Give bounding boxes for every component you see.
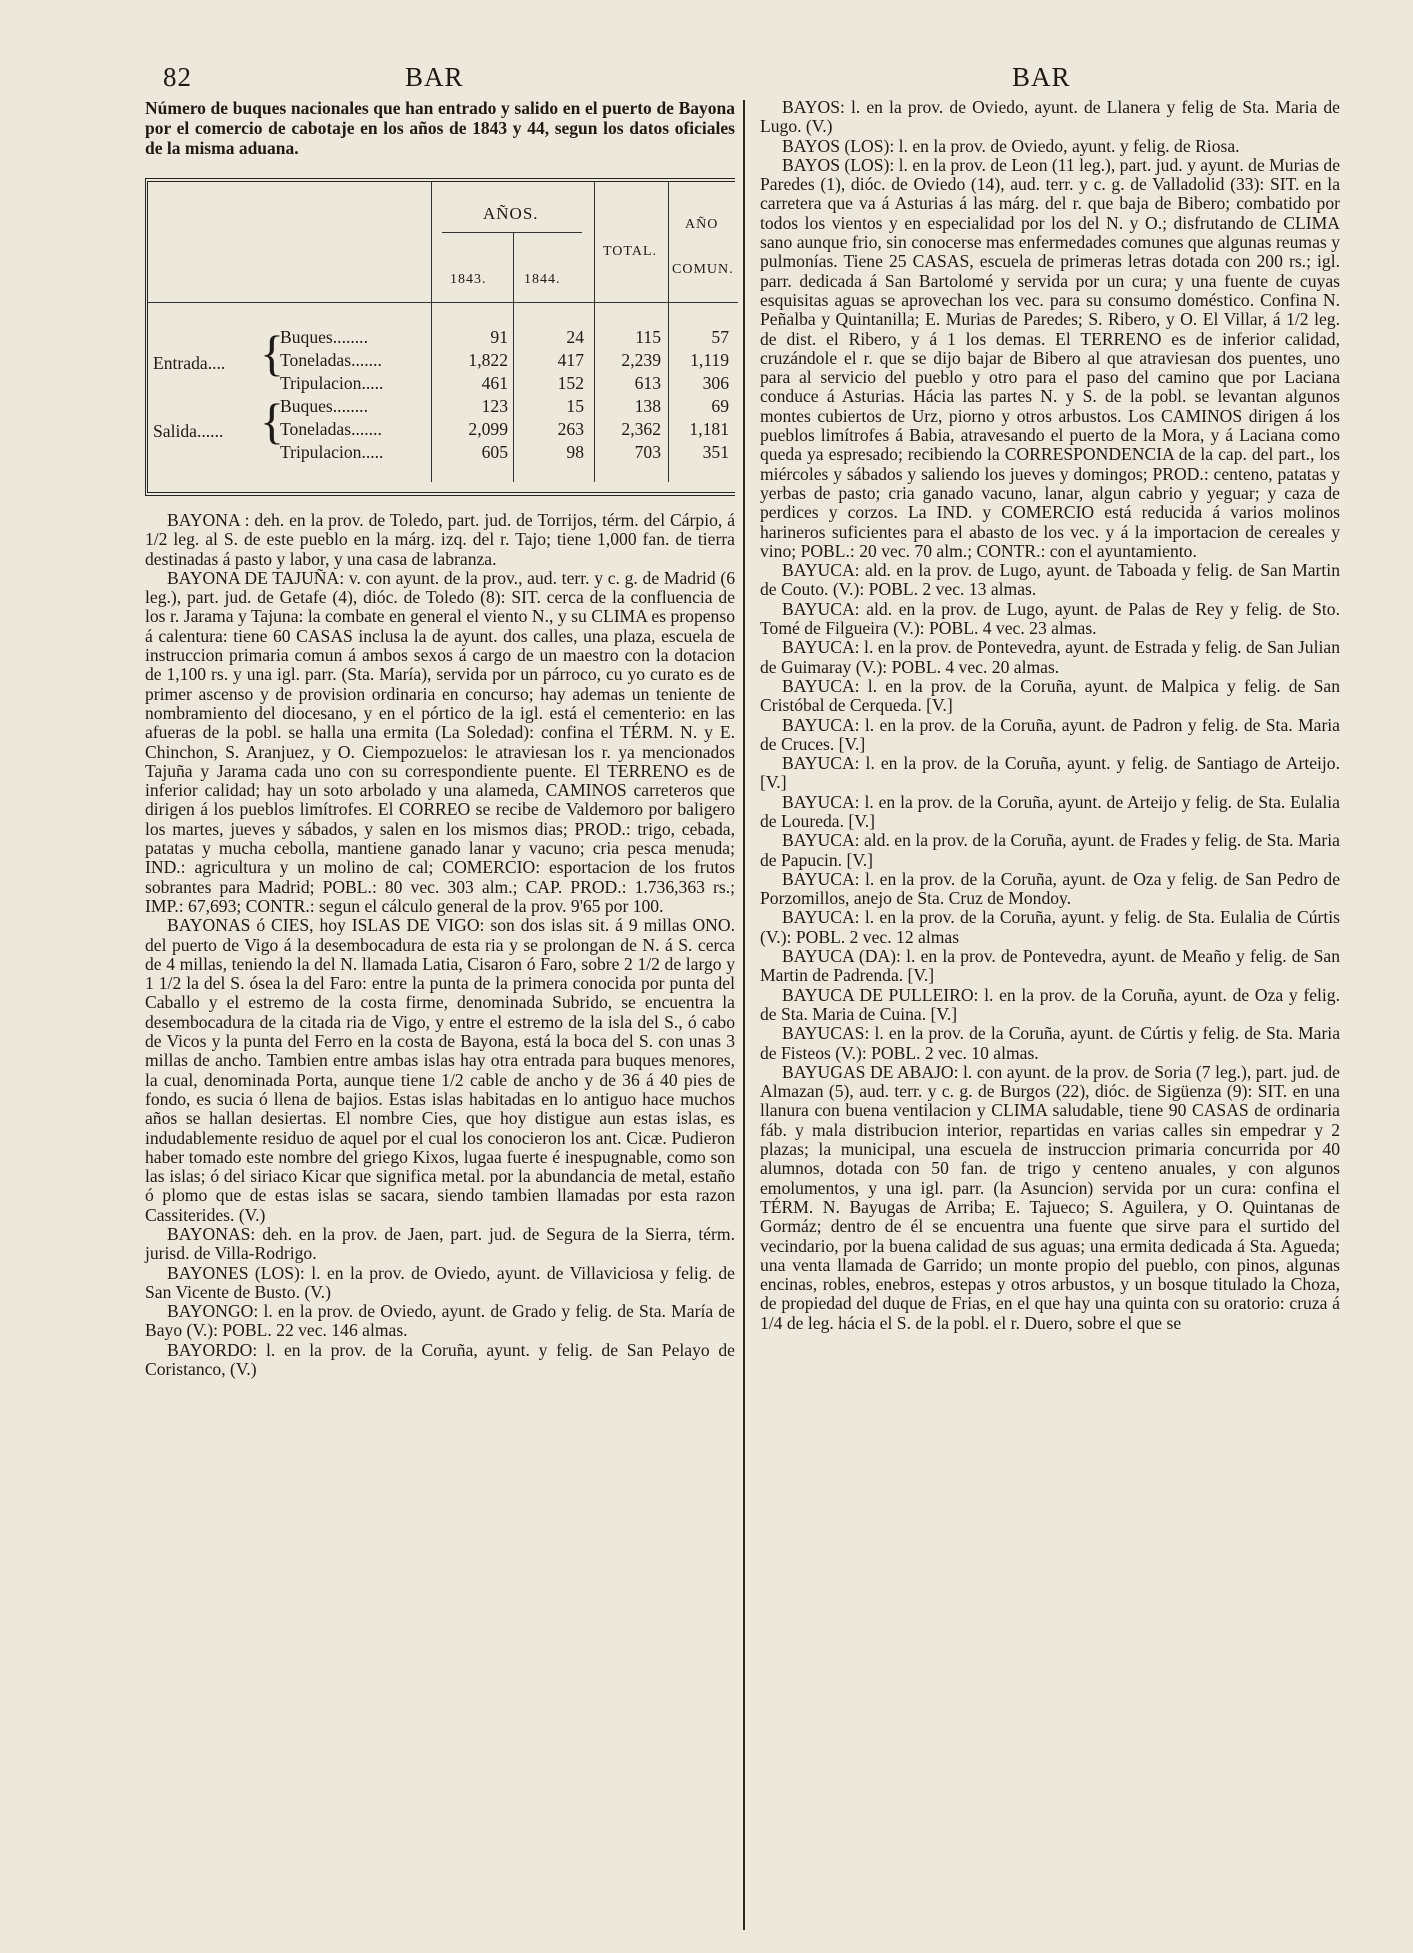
col-header-1844: 1844. xyxy=(524,272,561,287)
row-label: Buques........ xyxy=(280,327,368,347)
col-header-1843: 1843. xyxy=(450,272,487,287)
cell-value: 1,119 xyxy=(690,350,729,370)
col-header-total: TOTAL. xyxy=(603,244,658,259)
years-brace-line xyxy=(442,232,582,233)
brace: { xyxy=(260,325,284,381)
entry-bayona: BAYONA : deh. en la prov. de Toledo, part. jud. de Torrijos, térm. del Cárpio, á 1/2 leg. al S. de este pueblo en la márg. izq. del r. Tajo; tiene 1,000 fan. de tierra destinadas á pasto y labor, y una casa de labranza. xyxy=(145,510,735,569)
entry-bayuca: BAYUCA: l. en la prov. de la Coruña, ayunt. de Padron y felig. de Sta. Maria de Cruces. [V.] xyxy=(760,714,1340,754)
page-number: 82 xyxy=(163,62,192,92)
cell-value: 1,822 xyxy=(468,350,508,370)
cell-value: 138 xyxy=(634,396,661,416)
cell-value: 115 xyxy=(635,327,661,347)
entry-bayos-los-oviedo: BAYOS (LOS): l. en la prov. de Oviedo, ayunt. y felig. de Riosa. xyxy=(782,135,1240,156)
entry-bayos: BAYOS: l. en la prov. de Oviedo, ayunt. de Llanera y felig de Sta. Maria de Lugo. (V.) xyxy=(760,97,1340,137)
entry-bayuca-da: BAYUCA (DA): l. en la prov. de Pontevedra, ayunt. de Meaño y felig. de San Martin de Padrenda. [V.] xyxy=(760,946,1340,986)
brace: { xyxy=(260,393,284,449)
entry-bayongo: BAYONGO: l. en la prov. de Oviedo, ayunt. de Grado y felig. de Sta. María de Bayo (V.): POBL. 22 vec. 146 almas. xyxy=(145,1301,735,1341)
cell-value: 2,362 xyxy=(621,419,661,439)
cell-value: 123 xyxy=(481,396,508,416)
entry-bayones: BAYONES (LOS): l. en la prov. de Oviedo, ayunt. de Villaviciosa y felig. de San Vicente de Busto. (V.) xyxy=(145,1262,735,1302)
entry-bayuca: BAYUCA: l. en la prov. de la Coruña, ayunt. y felig. de Sta. Eulalia de Cúrtis (V.): POBL. 2 vec. 12 almas xyxy=(760,907,1340,947)
entry-bayordo: BAYORDO: l. en la prov. de la Coruña, ayunt. y felig. de San Pelayo de Coristanco, (V.) xyxy=(145,1339,735,1380)
entry-bayuca: BAYUCA: l. en la prov. de Pontevedra, ayunt. de Estrada y felig. de San Julian de Guimaray (V.): POBL. 4 vec. 20 almas. xyxy=(760,637,1340,677)
col-header-comun: COMUN. xyxy=(672,262,734,277)
cell-value: 417 xyxy=(557,350,584,370)
entry-bayuca: BAYUCA: l. en la prov. de la Coruña, ayunt. de Oza y felig. de San Pedro de Porzomillos, anejo de Sta. Cruz de Mondoy. xyxy=(760,868,1340,909)
cell-value: 613 xyxy=(634,373,661,393)
cell-value: 351 xyxy=(702,442,729,462)
column-divider xyxy=(743,100,745,1930)
entry-bayonas-o-cies: BAYONAS ó CIES, hoy ISLAS DE VIGO: son dos islas sit. á 9 millas ONO. del puerto de Vigo á la desembocadura de esta ria y se prolongan de N. á S. cerca de 4 millas, teniendo la del N. llamada Latia, Cisaron ó Faro, sobre 2 1/2 de largo y 1 1/2 la del S. ósea la del Faro: entre la punta de la primera conocida por punta del Caballo y el estremo de la costa firme, denominada Subrido, se encuentra la desembocadura de la citada ria de Vigo, y entre el estremo de la isla del S., ó cabo de Vicos y la punta del Ferro en la costa de Bayona, está la boca del S. con unas 3 millas de ancho. Tambien entre ambas islas hay otra entrada para buques menores, la cual, denominada Porta, aunque tiene 1/2 cable de ancho y de 36 á 40 pies de fondo, es sucia ó llena de bajios. Estas islas habitadas en lo antiguo hace muchos años se hallan desiertas. El nombre Cies, que hoy distigue aun estas islas, es indudablemente residuo de aquel por el cual los conocieron los ant. Cicæ. Pudieron haber tomado este nombre del griego Kixos, lugaa fuerte é inespugnable, como son las islas; ó del siriaco Kicar que significa metal. por la abundancia de metal, estaño ó plomo que de estas islas se sacara, siendo tambien llamadas por esta razon Cassiterides. (V.) xyxy=(145,915,735,1225)
ship-stats-table xyxy=(145,178,735,496)
entry-bayuca: BAYUCA: l. en la prov. de la Coruña, ayunt. de Malpica y felig. de San Cristóbal de Cerqueda. [V.] xyxy=(760,675,1340,716)
row-label: Tripulacion..... xyxy=(280,373,384,393)
cell-value: 306 xyxy=(702,373,729,393)
col-header-years: AÑOS. xyxy=(483,204,539,223)
entry-bayucas: BAYUCAS: l. en la prov. de la Coruña, ayunt. de Cúrtis y felig. de Sta. Maria de Fisteos (V.): POBL. 2 vec. 10 almas. xyxy=(760,1023,1340,1063)
entry-bayos-los-leon: BAYOS (LOS): l. en la prov. de Leon (11 leg.), part. jud. y ayunt. de Murias de Paredes (1), dióc. de Oviedo (14), aud. terr. y c. g. de Valladolid (33): SIT. en la carretera que va á Asturias á las márg. del r. que baja de Bibero; combatido por todos los vientos y en especialidad por los del N. y O.; disfrutando de CLIMA sano aunque frio, sin conocerse mas enfermedades comunes que algunas reumas y pulmonías. Tiene 25 CASAS, escuela de primeras letras dotada con 200 rs.; igl. parr. dedicada á San Bartolomé y servida por un cura; y una fuente de cuyas esquisitas aguas se aprovechan los vec. para su consumo doméstico. Confina N. Peñalba y Quintanilla; E. Murias de Paredes; S. Ribero, y O. El Villar, á 1/2 leg. de dist. el Ribero, y á 1 los demas. El TERRENO es de inferior calidad, cruzándole el r. que se dijo bajar de Bibero al que atraviesan dos puentes, uno para al servicio del pueblo y otro para el paso del camino que por Laciana conduce á Asturias. Hácia las partes N. y S. de la pobl. se levantan algunos montes cubiertos de Urz, piorno y otros arbustos. Los CAMINOS dirigen á los pueblos limítrofes á Babia, atravesando el puerto de la Mora, y á Laciana como queda ya espresado; recibiendo la CORRESPONDENCIA de la cap. del part., los miércoles y sábados y saliendo los jueves y domingos; PROD.: centeno, patatas y yerbas de pasto; cria ganado vacuno, lanar, algun cabrio y yeguar; y caza de perdices y corzos. La IND. y COMERCIO está reducida á varios molinos harineros suficientes para el abasto de los vec. y á la importacion de cereales y vino; POBL.: 20 vec. 70 alm.; CONTR.: con el ayuntamiento. xyxy=(760,154,1341,561)
cell-value: 605 xyxy=(481,442,508,462)
cell-value: 461 xyxy=(481,373,508,393)
cell-value: 1,181 xyxy=(689,419,729,439)
group-label-entrada: Entrada.... xyxy=(153,353,226,373)
cell-value: 57 xyxy=(711,327,729,347)
table-hline xyxy=(148,302,738,303)
entry-bayonas: BAYONAS: deh. en la prov. de Jaen, part. jud. de Segura de la Sierra, térm. jurisd. de Villa-Rodrigo. xyxy=(145,1223,735,1264)
table-title: Número de buques nacionales que han entrado y salido en el puerto de Bayona por el comercio de cabotaje en los años de 1843 y 44, segun los datos oficiales de la misma aduana. xyxy=(145,98,735,158)
cell-value: 24 xyxy=(566,327,584,347)
cell-value: 91 xyxy=(490,327,508,347)
entry-bayuca: BAYUCA: l. en la prov. de la Coruña, ayunt. de Arteijo y felig. de Sta. Eulalia de Loureda. [V.] xyxy=(760,791,1340,831)
entry-bayuca: BAYUCA: ald. en la prov. de la Coruña, ayunt. de Frades y felig. de Sta. Maria de Papucin. [V.] xyxy=(760,830,1340,870)
entry-bayuca: BAYUCA: l. en la prov. de la Coruña, ayunt. y felig. de Santiago de Arteijo. [V.] xyxy=(760,753,1340,793)
cell-value: 69 xyxy=(711,396,729,416)
cell-value: 2,099 xyxy=(468,419,508,439)
cell-value: 98 xyxy=(566,442,584,462)
entry-bayuca: BAYUCA: ald. en la prov. de Lugo, ayunt. de Taboada y felig. de San Martin de Couto. (V.): POBL. 2 vec. 13 almas. xyxy=(760,560,1340,600)
cell-value: 2,239 xyxy=(621,350,661,370)
row-label: Tripulacion..... xyxy=(280,442,384,462)
row-label: Toneladas....... xyxy=(280,350,382,370)
left-column xyxy=(145,98,735,1379)
entry-bayuca: BAYUCA: ald. en la prov. de Lugo, ayunt. de Palas de Rey y felig. de Sto. Tomé de Filgueira (V.): POBL. 4 vec. 23 almas. xyxy=(760,598,1340,639)
row-label: Toneladas....... xyxy=(280,419,382,439)
group-label-salida: Salida...... xyxy=(153,421,224,441)
cell-value: 263 xyxy=(557,419,584,439)
entry-bayona-de-tajuna: BAYONA DE TAJUÑA: v. con ayunt. de la prov., aud. terr. y c. g. de Madrid (6 leg.), part. jud. de Getafe (4), dióc. de Toledo (8): SIT. cerca de la confluencia de los r. Jarama y Tajuna: la combate en general el viento N., y su CLIMA es propenso á calentura: tiene 60 CASAS inclusa la de ayunt. dos calles, una plaza, escuela de instruccion primaria comun á ambos sexos á cargo de un maestro con la dotacion de 1,100 rs. y una igl. parr. (Sta. María), servida por un párroco, cu yo curato es de primer ascenso y de provision ordinaria en concurso; hay ademas un teniente de nombramiento del diocesano, y en el pórtico de la igl. está el cementerio: en las afueras de la pobl. se halla una ermita (La Soledad): confina el TÉRM. N. y E. Chinchon, S. Aranjuez, y O. Ciempozuelos: le atraviesan los r. ya mencionados Tajuña y Jarama cada uno con su correspondiente puente. El TERRENO es de inferior calidad; hay un soto arbolado y una alameda, CAMINOS carreteros que dirigen á los pueblos limítrofes. El CORREO se recibe de Valdemoro por baligero los martes, jueves y sábados, y salen en los mismos dias; PROD.: trigo, cebada, patatas y mucha cebolla, mantiene ganado lanar y vacuno; cria pesca menuda; IND.: agricultura y un molino de cal; COMERCIO: esportacion de los frutos sobrantes para Madrid; POBL.: 80 vec. 303 alm.; CAP. PROD.: 1.736,363 rs.; IMP.: 67,693; CONTR.: segun el cálculo general de la prov. 9'65 por 100. xyxy=(145,567,735,916)
col-header-ano: AÑO xyxy=(685,217,719,232)
cell-value: 703 xyxy=(634,442,661,462)
right-column xyxy=(760,98,1340,1333)
entry-bayuca-de-pulleiro: BAYUCA DE PULLEIRO: l. en la prov. de la Coruña, ayunt. de Oza y felig. de Sta. Maria de Cuina. [V.] xyxy=(760,984,1340,1024)
cell-value: 15 xyxy=(566,396,584,416)
header-left-title: BAR xyxy=(405,62,464,92)
entry-bayugas-de-abajo: BAYUGAS DE ABAJO: l. con ayunt. de la prov. de Soria (7 leg.), part. jud. de Almazan (5), aud. terr. y c. g. de Burgos (22), dióc. de Sigüenza (9): SIT. en una llanura con buena ventilacion y CLIMA saludable, tiene 90 CASAS de ordinaria fáb. y mala distribucion interior, repartidas en varias calles sin empedrar y 2 plazas; la municipal, una escuela de instruccion primaria concurrida por 40 alumnos, dotada con 50 fan. de trigo y centeno anuales, y con algunos emolumentos, y una igl. parr. (la Asuncion) servida por un cura: confina el TÉRM. N. Bayugas de Arriba; E. Tajueco; S. Aguilera, y O. Quintanas de Gormáz; dentro de él se encuentra una fuente que sirve para el surtido del vecindario, por la buena calidad de sus aguas; una ermita dedicada á Sta. Agueda; una venta llamada de Garrido; un monte propio del pueblo, con pinos, algunas encinas, robles, enebros, estepas y otros arbustos, y un bosque titulado la Choza, de propiedad del duque de Frias, en el que hay una quinta con su oratorio: cruza á 1/4 de leg. hácia el S. de la pobl. el r. Duero, sobre el que se xyxy=(760,1061,1340,1333)
cell-value: 152 xyxy=(557,373,584,393)
header-right-title: BAR xyxy=(1012,62,1071,92)
row-label: Buques........ xyxy=(280,396,368,416)
